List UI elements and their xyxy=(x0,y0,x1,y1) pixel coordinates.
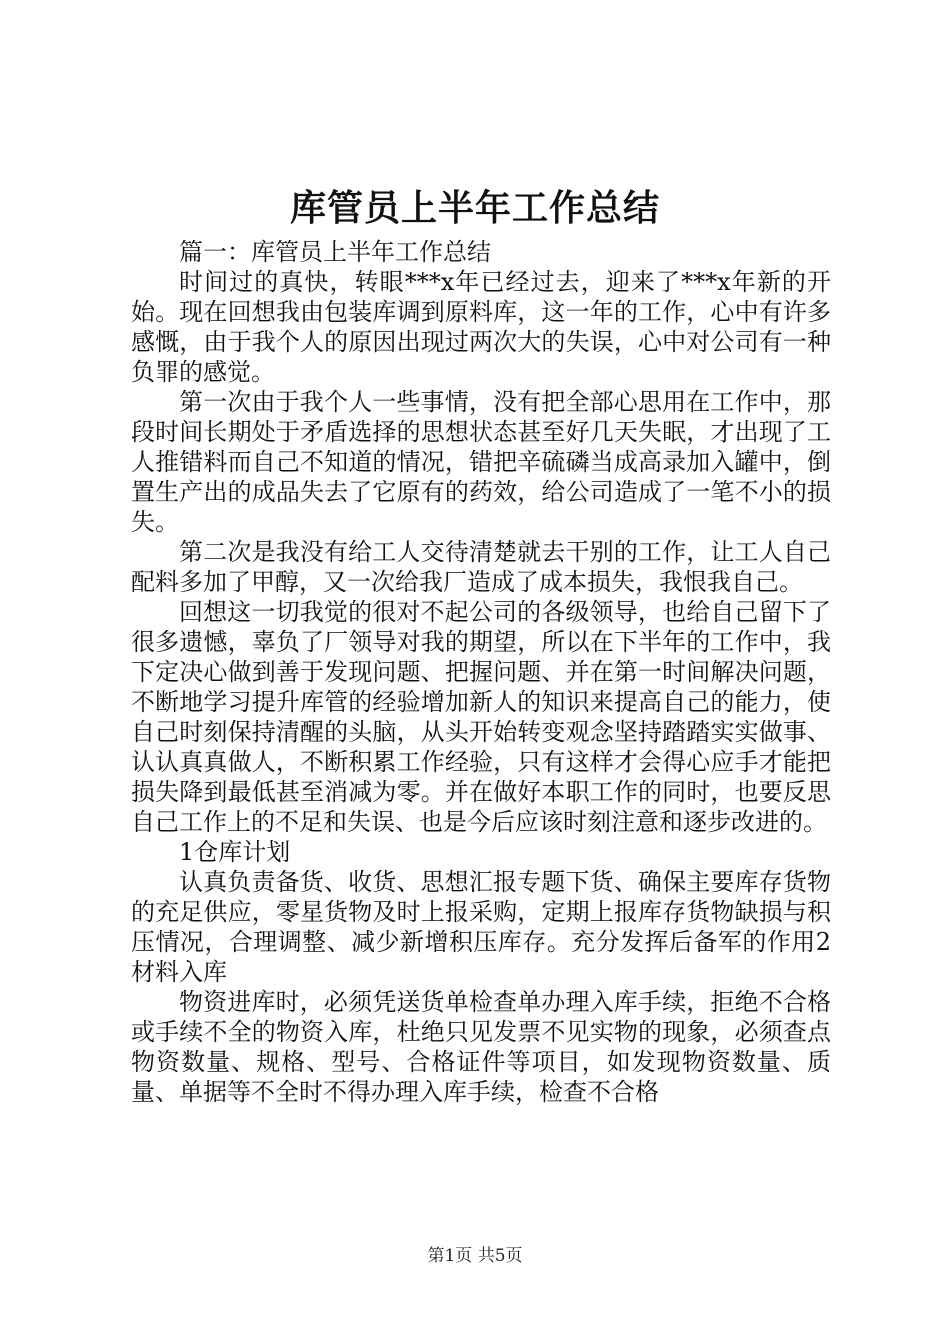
paragraph: 物资进库时，必须凭送货单检查单办理入库手续，拒绝不合格或手续不全的物资入库，杜绝只见发票不见实物的现象，必须查点物资数量、规格、型号、合格证件等项目，如发现物资数量、质量、单据等不全时不得办理入库手续，检查不合格 xyxy=(131,988,831,1106)
paragraph: 第一次由于我个人一些事情，没有把全部心思用在工作中，那段时间长期处于矛盾选择的思想状态甚至好几天失眠，才出现了工人推错料而自己不知道的情况，错把辛硫磷当成高录加入罐中，倒置生产出的成品失去了它原有的药效，给公司造成了一笔不小的损失。 xyxy=(131,388,831,536)
page-number: 第1页 共5页 xyxy=(427,1246,523,1266)
subsection-heading: 1仓库计划 xyxy=(179,838,291,866)
document-body xyxy=(131,237,831,1107)
document-title: 库管员上半年工作总结 xyxy=(289,187,660,229)
paragraph: 认真负责备货、收货、思想汇报专题下货、确保主要库存货物的充足供应，零星货物及时上报采购，定期上报库存货物缺损与积压情况，合理调整、减少新增积压库存。充分发挥后备军的作用2材料入库 xyxy=(131,868,831,986)
paragraph: 回想这一切我觉的很对不起公司的各级领导，也给自己留下了很多遗憾，辜负了厂领导对我的期望，所以在下半年的工作中，我下定决心做到善于发现问题、把握问题、并在第一时间解决问题，不断地学习提升库管的经验增加新人的知识来提高自己的能力，使自己时刻保持清醒的头脑，从头开始转变观念坚持踏踏实实做事、认认真真做人，不断积累工作经验，只有这样才会得心应手才能把损失降到最低甚至消减为零。并在做好本职工作的同时，也要反思自己工作上的不足和失误、也是今后应该时刻注意和逐步改进的。 xyxy=(131,598,831,836)
paragraph: 第二次是我没有给工人交待清楚就去干别的工作，让工人自己配料多加了甲醇，又一次给我厂造成了成本损失，我恨我自己。 xyxy=(131,538,831,596)
paragraph: 时间过的真快，转眼***x年已经过去，迎来了***x年新的开始。现在回想我由包装库调到原料库，这一年的工作，心中有许多感慨，由于我个人的原因出现过两次大的失误，心中对公司有一种负罪的感觉。 xyxy=(131,268,831,386)
section-heading: 篇一：库管员上半年工作总结 xyxy=(179,238,491,266)
